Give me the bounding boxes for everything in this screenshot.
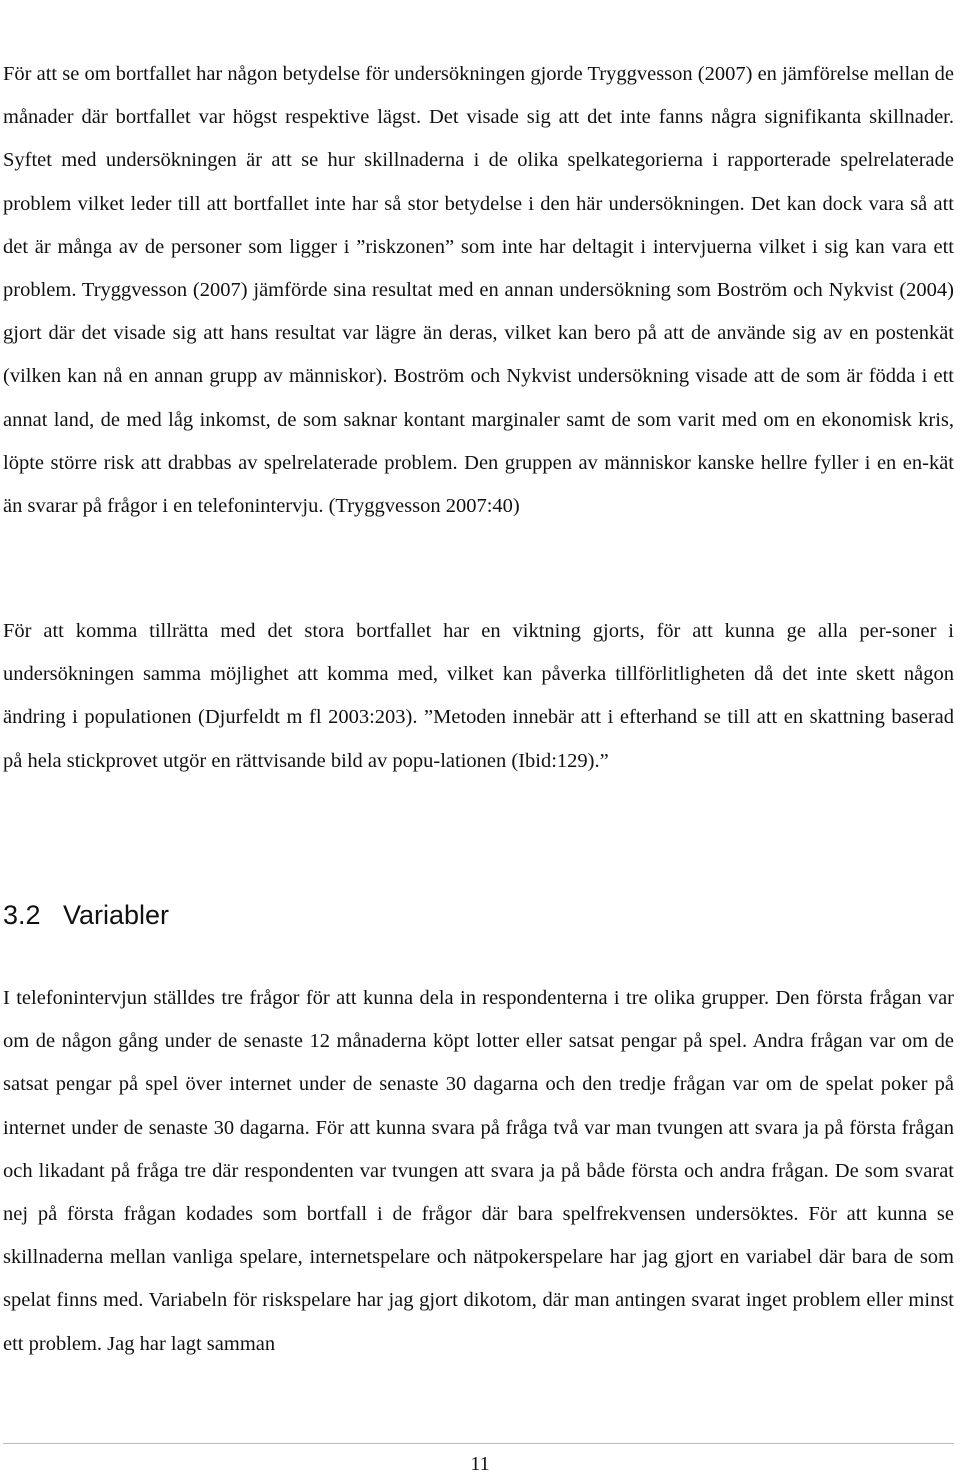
body-paragraph-variabler: I telefonintervjun ställdes tre frågor för att kunna dela in respondenterna i tre olika grupper. Den första frågan var om de någon gång under de senaste 12 månaderna köpt lotter eller satsat pengar på spel. Andra frågan var om de satsat pengar på spel över internet under de senaste 30 dagarna och den tredje frågan var om de spelat poker på internet under de senaste 30 dagarna. För att kunna svara på fråga två var man tvungen att svara ja på första frågan och likadant på fråga tre där respondenten var tvungen att svara ja på både första och andra frågan. De som svarat nej på första frågan kodades som bortfall i de frågor där bara spelfrekvensen undersöktes. För att kunna se skillnaderna mellan vanliga spelare, internetspelare och nätpokerspelare har jag gjort en variabel där bara de som spelat finns med. Variabeln för riskspelare har jag gjort dikotom, där man antingen svarat inget problem eller minst ett problem. Jag har lagt samman: [3, 987, 954, 1355]
footer-divider: [3, 1443, 954, 1444]
section-title: Variabler: [63, 900, 170, 930]
body-paragraph-viktning: För att komma tillrätta med det stora bortfallet har en viktning gjorts, för att kunna ge alla per-soner i undersökningen samma möjlighet att komma med, vilket kan påverka tillförlitligheten då det inte skett någon ändring i populationen (Djurfeldt m fl 2003:203). ”Metoden innebär att i efterhand se till att en skattning baserad på hela stickprovet utgör en rättvisande bild av popu-lationen (Ibid:129).”: [3, 620, 954, 772]
section-heading: [3, 893, 169, 937]
body-paragraph-bortfall: För att se om bortfallet har någon betydelse för undersökningen gjorde Tryggvesson (2007) en jämförelse mellan de månader där bortfallet var högst respektive lägst. Det visade sig att det inte fanns några signifikanta skillnader. Syftet med undersökningen är att se hur skillnaderna i de olika spelkategorierna i rapporterade spelrelaterade problem vilket leder till att bortfallet inte har så stor betydelse i den här undersökningen. Det kan dock vara så att det är många av de personer som ligger i ”riskzonen” som inte har deltagit i intervjuerna vilket i sig kan vara ett problem. Tryggvesson (2007) jämförde sina resultat med en annan undersökning som Boström och Nykvist (2004) gjort där det visade sig att hans resultat var lägre än deras, vilket kan bero på att de använde sig av en postenkät (vilken kan nå en annan grupp av människor). Boström och Nykvist undersökning visade att de som är födda i ett annat land, de med låg inkomst, de som saknar kontant marginaler samt de som varit med om en ekonomisk kris, löpte större risk att drabbas av spelrelaterade problem. Den gruppen av människor kanske hellre fyller i en en-kät än svarar på frågor i en telefonintervju. (Tryggvesson 2007:40): [3, 63, 954, 518]
section-number: 3.2: [3, 900, 41, 930]
page-number: 11: [470, 1453, 490, 1475]
